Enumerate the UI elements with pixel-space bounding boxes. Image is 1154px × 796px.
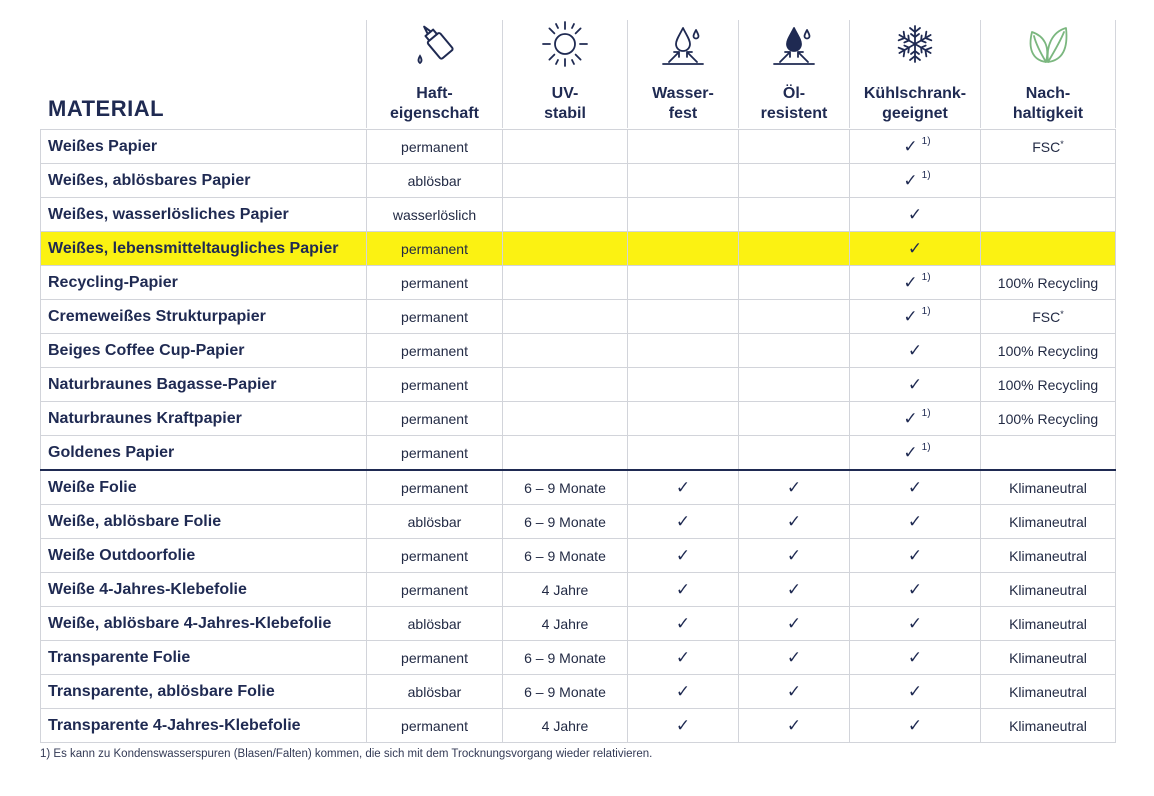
wasser-cell bbox=[628, 402, 739, 436]
haft-cell: ablösbar bbox=[367, 675, 503, 709]
table-row bbox=[41, 709, 1116, 743]
check-icon: ✓ bbox=[907, 511, 923, 532]
material-table bbox=[40, 129, 1116, 743]
table-row bbox=[41, 232, 1116, 266]
footnote-marker: 1) bbox=[921, 169, 931, 181]
table-row bbox=[41, 675, 1116, 709]
check-icon: ✓ bbox=[786, 579, 802, 600]
material-cell: Naturbraunes Kraftpapier bbox=[41, 402, 367, 436]
haft-cell: permanent bbox=[367, 368, 503, 402]
haft-cell: permanent bbox=[367, 709, 503, 743]
material-cell: Weißes, lebensmitteltaugliches Papier bbox=[41, 232, 367, 266]
material-cell: Transparente, ablösbare Folie bbox=[41, 675, 367, 709]
check-icon: ✓ bbox=[907, 545, 923, 566]
uv-cell bbox=[503, 368, 628, 402]
check-icon: ✓ bbox=[786, 647, 802, 668]
material-cell: Naturbraunes Bagasse-Papier bbox=[41, 368, 367, 402]
table-row bbox=[41, 164, 1116, 198]
check-icon: ✓ bbox=[907, 681, 923, 702]
material-cell: Beiges Coffee Cup-Papier bbox=[41, 334, 367, 368]
check-icon: ✓ bbox=[675, 613, 691, 634]
kuehl-cell bbox=[850, 164, 981, 198]
wasser-cell bbox=[628, 607, 739, 641]
oel-cell bbox=[739, 436, 850, 471]
check-icon: ✓ bbox=[907, 238, 923, 259]
wasser-cell bbox=[628, 641, 739, 675]
kuehl-cell bbox=[850, 641, 981, 675]
uv-cell: 6 – 9 Monate bbox=[503, 539, 628, 573]
check-icon: ✓ bbox=[907, 477, 923, 498]
table-row bbox=[41, 266, 1116, 300]
wasser-cell bbox=[628, 505, 739, 539]
haft-cell: permanent bbox=[367, 641, 503, 675]
kuehl-cell bbox=[850, 334, 981, 368]
check-icon: ✓ bbox=[786, 477, 802, 498]
uv-cell: 4 Jahre bbox=[503, 709, 628, 743]
kuehl-cell bbox=[850, 402, 981, 436]
oel-cell bbox=[739, 266, 850, 300]
uv-cell bbox=[503, 334, 628, 368]
wasser-cell bbox=[628, 368, 739, 402]
oel-cell bbox=[739, 470, 850, 505]
uv-cell bbox=[503, 130, 628, 164]
footnote-marker: 1) bbox=[921, 407, 931, 419]
oel-cell bbox=[739, 641, 850, 675]
haft-cell: permanent bbox=[367, 539, 503, 573]
kuehl-cell bbox=[850, 709, 981, 743]
nach-cell: Klimaneutral bbox=[981, 675, 1116, 709]
footnote: 1) Es kann zu Kondenswasserspuren (Blasen/Falten) kommen, die sich mit dem Trocknungsvorgang wieder relativieren. bbox=[40, 748, 653, 760]
material-cell: Weiße, ablösbare 4-Jahres-Klebefolie bbox=[41, 607, 367, 641]
haft-cell: permanent bbox=[367, 402, 503, 436]
wasser-cell bbox=[628, 198, 739, 232]
check-icon: ✓ bbox=[675, 545, 691, 566]
check-icon: ✓ bbox=[786, 715, 802, 736]
table-row bbox=[41, 470, 1116, 505]
uv-cell: 4 Jahre bbox=[503, 573, 628, 607]
snowflake-icon bbox=[891, 16, 939, 72]
uv-cell: 6 – 9 Monate bbox=[503, 675, 628, 709]
haft-cell: permanent bbox=[367, 266, 503, 300]
material-cell: Weiße, ablösbare Folie bbox=[41, 505, 367, 539]
wasser-cell bbox=[628, 539, 739, 573]
check-icon: ✓ bbox=[907, 374, 923, 395]
kuehl-cell bbox=[850, 368, 981, 402]
check-icon: ✓ bbox=[675, 579, 691, 600]
wasser-cell bbox=[628, 266, 739, 300]
check-icon: ✓ bbox=[786, 613, 802, 634]
water-drop-icon bbox=[659, 16, 707, 72]
material-cell: Weiße Folie bbox=[41, 470, 367, 505]
header-divider bbox=[1115, 20, 1116, 128]
uv-cell bbox=[503, 164, 628, 198]
oel-cell bbox=[739, 368, 850, 402]
check-icon: ✓ bbox=[675, 681, 691, 702]
kuehl-cell bbox=[850, 675, 981, 709]
nach-cell: Klimaneutral bbox=[981, 539, 1116, 573]
table-row bbox=[41, 607, 1116, 641]
haft-cell: ablösbar bbox=[367, 164, 503, 198]
nach-cell: 100% Recycling bbox=[981, 266, 1116, 300]
uv-cell: 6 – 9 Monate bbox=[503, 470, 628, 505]
nach-cell: Klimaneutral bbox=[981, 573, 1116, 607]
check-icon: ✓ bbox=[786, 681, 802, 702]
check-icon: ✓ bbox=[675, 647, 691, 668]
uv-cell bbox=[503, 436, 628, 471]
kuehl-cell bbox=[850, 232, 981, 266]
uv-cell bbox=[503, 198, 628, 232]
wasser-cell bbox=[628, 334, 739, 368]
kuehl-cell bbox=[850, 300, 981, 334]
leaf-icon bbox=[1024, 16, 1072, 72]
check-icon: ✓ bbox=[907, 613, 923, 634]
wasser-cell bbox=[628, 675, 739, 709]
nach-cell: 100% Recycling bbox=[981, 368, 1116, 402]
check-icon: ✓ bbox=[903, 306, 918, 327]
table-row bbox=[41, 300, 1116, 334]
material-cell: Weißes Papier bbox=[41, 130, 367, 164]
check-icon: ✓ bbox=[903, 136, 918, 157]
haft-cell: ablösbar bbox=[367, 607, 503, 641]
table-row bbox=[41, 573, 1116, 607]
haft-cell: permanent bbox=[367, 334, 503, 368]
nach-cell bbox=[981, 164, 1116, 198]
column-header-uv: UV- stabil bbox=[503, 0, 627, 128]
uv-cell bbox=[503, 300, 628, 334]
check-icon: ✓ bbox=[907, 647, 923, 668]
check-icon: ✓ bbox=[907, 715, 923, 736]
uv-cell: 6 – 9 Monate bbox=[503, 505, 628, 539]
kuehl-cell bbox=[850, 505, 981, 539]
check-icon: ✓ bbox=[907, 204, 923, 225]
kuehl-cell bbox=[850, 266, 981, 300]
column-header-haft: Haft- eigenschaft bbox=[367, 0, 502, 128]
material-cell: Transparente Folie bbox=[41, 641, 367, 675]
table-row bbox=[41, 539, 1116, 573]
haft-cell: permanent bbox=[367, 470, 503, 505]
check-icon: ✓ bbox=[675, 511, 691, 532]
table-row bbox=[41, 641, 1116, 675]
table-row bbox=[41, 436, 1116, 471]
wasser-cell bbox=[628, 436, 739, 471]
nach-cell: Klimaneutral bbox=[981, 641, 1116, 675]
wasser-cell bbox=[628, 164, 739, 198]
uv-cell bbox=[503, 402, 628, 436]
kuehl-cell bbox=[850, 436, 981, 471]
nach-cell bbox=[981, 198, 1116, 232]
oel-cell bbox=[739, 709, 850, 743]
wasser-cell bbox=[628, 130, 739, 164]
material-cell: Weißes, wasserlösliches Papier bbox=[41, 198, 367, 232]
material-header: MATERIAL bbox=[48, 96, 165, 121]
nach-cell: 100% Recycling bbox=[981, 334, 1116, 368]
table-row bbox=[41, 402, 1116, 436]
check-icon: ✓ bbox=[675, 477, 691, 498]
wasser-cell bbox=[628, 232, 739, 266]
check-icon: ✓ bbox=[786, 545, 802, 566]
sun-icon bbox=[541, 16, 589, 72]
nach-cell: FSC* bbox=[981, 130, 1116, 164]
wasser-cell bbox=[628, 709, 739, 743]
footnote-marker: 1) bbox=[921, 271, 931, 283]
check-icon: ✓ bbox=[903, 170, 918, 191]
uv-cell: 6 – 9 Monate bbox=[503, 641, 628, 675]
uv-cell bbox=[503, 232, 628, 266]
haft-cell: permanent bbox=[367, 130, 503, 164]
haft-cell: permanent bbox=[367, 232, 503, 266]
uv-cell bbox=[503, 266, 628, 300]
haft-cell: ablösbar bbox=[367, 505, 503, 539]
oil-drop-icon bbox=[770, 16, 818, 72]
column-header-oel: Öl- resistent bbox=[739, 0, 849, 128]
column-header-wasser: Wasser- fest bbox=[628, 0, 738, 128]
column-header-nach: Nach- haltigkeit bbox=[981, 0, 1115, 128]
oel-cell bbox=[739, 198, 850, 232]
oel-cell bbox=[739, 164, 850, 198]
oel-cell bbox=[739, 300, 850, 334]
table-row bbox=[41, 505, 1116, 539]
table-row bbox=[41, 368, 1116, 402]
table-row bbox=[41, 130, 1116, 164]
fsc-asterisk: * bbox=[1060, 308, 1064, 319]
nach-cell bbox=[981, 436, 1116, 471]
kuehl-cell bbox=[850, 198, 981, 232]
check-icon: ✓ bbox=[903, 442, 918, 463]
kuehl-cell bbox=[850, 470, 981, 505]
nach-cell: Klimaneutral bbox=[981, 607, 1116, 641]
nach-cell: Klimaneutral bbox=[981, 709, 1116, 743]
oel-cell bbox=[739, 334, 850, 368]
wasser-cell bbox=[628, 470, 739, 505]
footnote-marker: 1) bbox=[921, 135, 931, 147]
check-icon: ✓ bbox=[675, 715, 691, 736]
uv-cell: 4 Jahre bbox=[503, 607, 628, 641]
check-icon: ✓ bbox=[907, 579, 923, 600]
kuehl-cell bbox=[850, 573, 981, 607]
material-cell: Cremeweißes Strukturpapier bbox=[41, 300, 367, 334]
oel-cell bbox=[739, 130, 850, 164]
kuehl-cell bbox=[850, 539, 981, 573]
table-row bbox=[41, 334, 1116, 368]
material-cell: Goldenes Papier bbox=[41, 436, 367, 471]
oel-cell bbox=[739, 505, 850, 539]
material-cell: Transparente 4-Jahres-Klebefolie bbox=[41, 709, 367, 743]
haft-cell: permanent bbox=[367, 300, 503, 334]
material-cell: Weiße 4-Jahres-Klebefolie bbox=[41, 573, 367, 607]
oel-cell bbox=[739, 539, 850, 573]
wasser-cell bbox=[628, 573, 739, 607]
oel-cell bbox=[739, 573, 850, 607]
check-icon: ✓ bbox=[907, 340, 923, 361]
footnote-marker: 1) bbox=[921, 441, 931, 453]
column-header-kuehl: Kühlschrank- geeignet bbox=[850, 0, 980, 128]
wasser-cell bbox=[628, 300, 739, 334]
nach-cell bbox=[981, 232, 1116, 266]
table-row bbox=[41, 198, 1116, 232]
haft-cell: wasserlöslich bbox=[367, 198, 503, 232]
oel-cell bbox=[739, 402, 850, 436]
check-icon: ✓ bbox=[786, 511, 802, 532]
check-icon: ✓ bbox=[903, 272, 918, 293]
haft-cell: permanent bbox=[367, 573, 503, 607]
material-cell: Weiße Outdoorfolie bbox=[41, 539, 367, 573]
check-icon: ✓ bbox=[903, 408, 918, 429]
glue-bottle-icon bbox=[411, 16, 459, 72]
kuehl-cell bbox=[850, 607, 981, 641]
nach-cell: Klimaneutral bbox=[981, 470, 1116, 505]
nach-cell: 100% Recycling bbox=[981, 402, 1116, 436]
oel-cell bbox=[739, 232, 850, 266]
material-cell: Weißes, ablösbares Papier bbox=[41, 164, 367, 198]
fsc-asterisk: * bbox=[1060, 138, 1064, 149]
footnote-marker: 1) bbox=[921, 305, 931, 317]
oel-cell bbox=[739, 607, 850, 641]
nach-cell: Klimaneutral bbox=[981, 505, 1116, 539]
oel-cell bbox=[739, 675, 850, 709]
kuehl-cell bbox=[850, 130, 981, 164]
nach-cell: FSC* bbox=[981, 300, 1116, 334]
haft-cell: permanent bbox=[367, 436, 503, 471]
material-cell: Recycling-Papier bbox=[41, 266, 367, 300]
